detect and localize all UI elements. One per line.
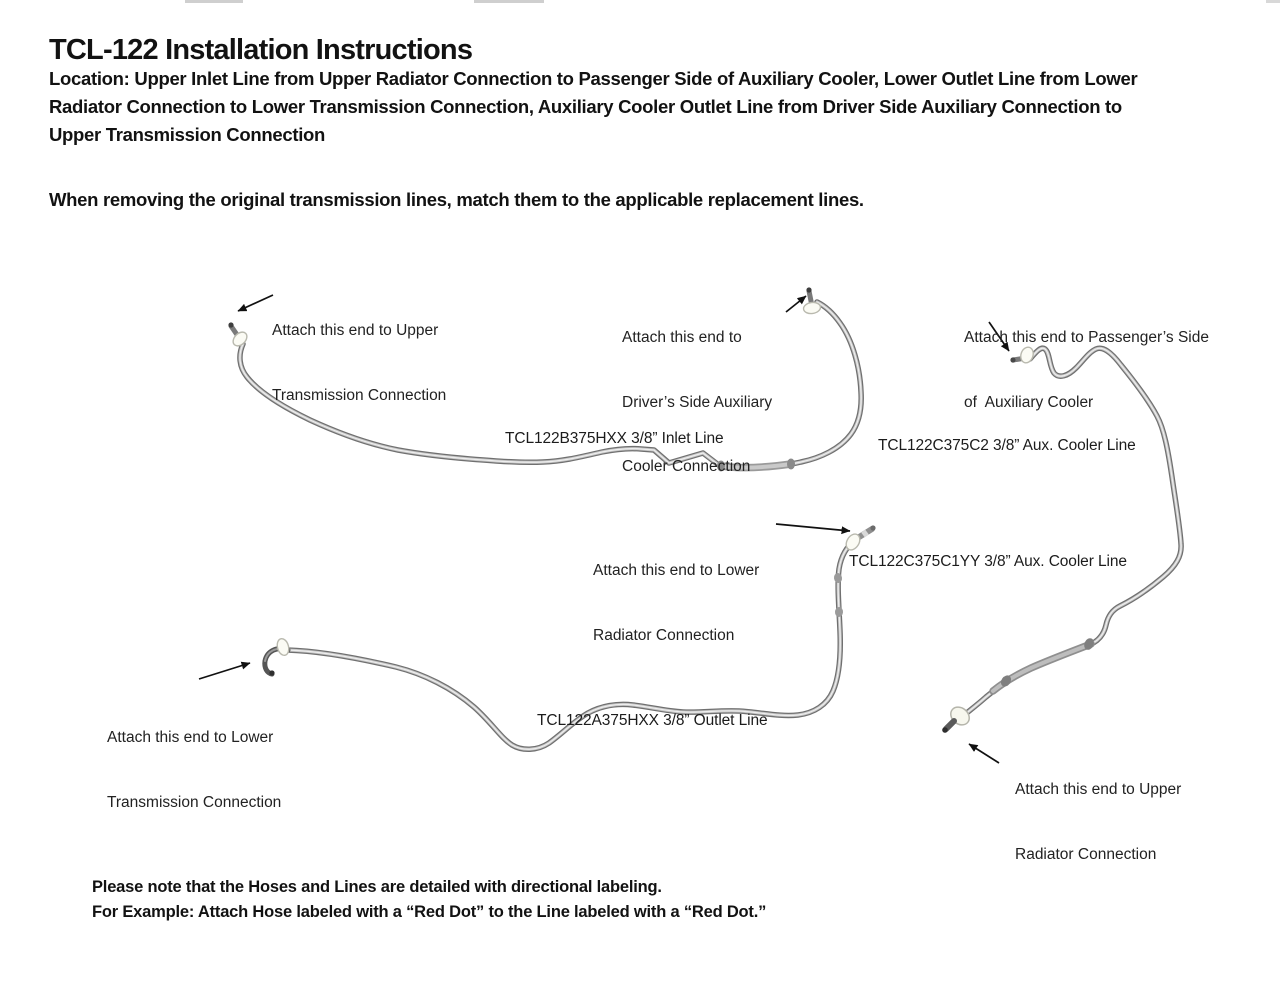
outlet-line-collar	[835, 607, 844, 618]
location-text-line: Location: Upper Inlet Line from Upper Radiator Connection to Passenger Side of Auxiliary Cooler, Lower Outlet Line from Lower	[49, 68, 1138, 89]
note-line: Please note that the Hoses and Lines are detailed with directional labeling.	[92, 878, 662, 896]
callout-line: Cooler Connection	[622, 458, 751, 475]
callout-line: Attach this end to Upper	[1015, 781, 1182, 798]
part-label-outlet-line: TCL122A375HXX 3/8” Outlet Line	[537, 712, 768, 729]
callout-line: Attach this end to Upper	[272, 322, 439, 339]
callout-line: Attach this end to Lower	[107, 729, 274, 746]
fitting-upper-transmission	[228, 322, 249, 348]
arrow-lower-radiator	[776, 524, 850, 531]
callout-lower-transmission	[107, 684, 281, 835]
note-line: For Example: Attach Hose labeled with a “Red Dot” to the Line labeled with a “Red Dot.”	[92, 903, 767, 921]
callout-line: Radiator Connection	[1015, 845, 1157, 863]
callout-upper-transmission	[272, 277, 446, 428]
callout-line: Attach this end to	[622, 329, 742, 346]
page-title: TCL-122 Installation Instructions	[49, 34, 473, 66]
callout-driver-side-aux	[622, 284, 772, 499]
arrow-lower-transmission	[199, 663, 250, 679]
arrow-upper-transmission	[238, 295, 273, 311]
fitting-upper-radiator	[942, 703, 973, 732]
matching-instruction: When removing the original transmission lines, match them to the applicable replacement lines.	[49, 189, 864, 210]
location-text-line: Upper Transmission Connection	[49, 124, 326, 145]
part-label-aux-cooler-c1yy: TCL122C375C1YY 3/8” Aux. Cooler Line	[849, 553, 1127, 570]
part-label-aux-cooler-c2: TCL122C375C2 3/8” Aux. Cooler Line	[878, 437, 1136, 454]
callout-line: Attach this end to Lower	[593, 562, 760, 579]
callout-line: Transmission Connection	[107, 793, 282, 811]
callout-passenger-side-aux	[964, 284, 1209, 435]
callout-line: Attach this end to Passenger’s Side	[964, 329, 1209, 346]
fitting-lower-radiator	[843, 525, 875, 552]
location-text-line: Radiator Connection to Lower Transmission Connection, Auxiliary Cooler Outlet Line from Driver Side Auxiliary Connection to	[49, 96, 1122, 117]
part-label-inlet-line: TCL122B375HXX 3/8” Inlet Line	[505, 430, 724, 447]
aux-cooler-hose-section	[993, 637, 1096, 691]
fitting-lower-transmission	[265, 637, 291, 675]
callout-lower-radiator	[593, 517, 759, 668]
callout-line: Radiator Connection	[593, 626, 735, 644]
callout-upper-radiator	[1015, 736, 1181, 887]
callout-line: of Auxiliary Cooler	[964, 393, 1094, 411]
arrow-upper-radiator	[969, 744, 999, 763]
callout-line: Driver’s Side Auxiliary	[622, 393, 773, 411]
callout-line: Transmission Connection	[272, 386, 447, 404]
directional-labeling-note	[92, 878, 766, 922]
